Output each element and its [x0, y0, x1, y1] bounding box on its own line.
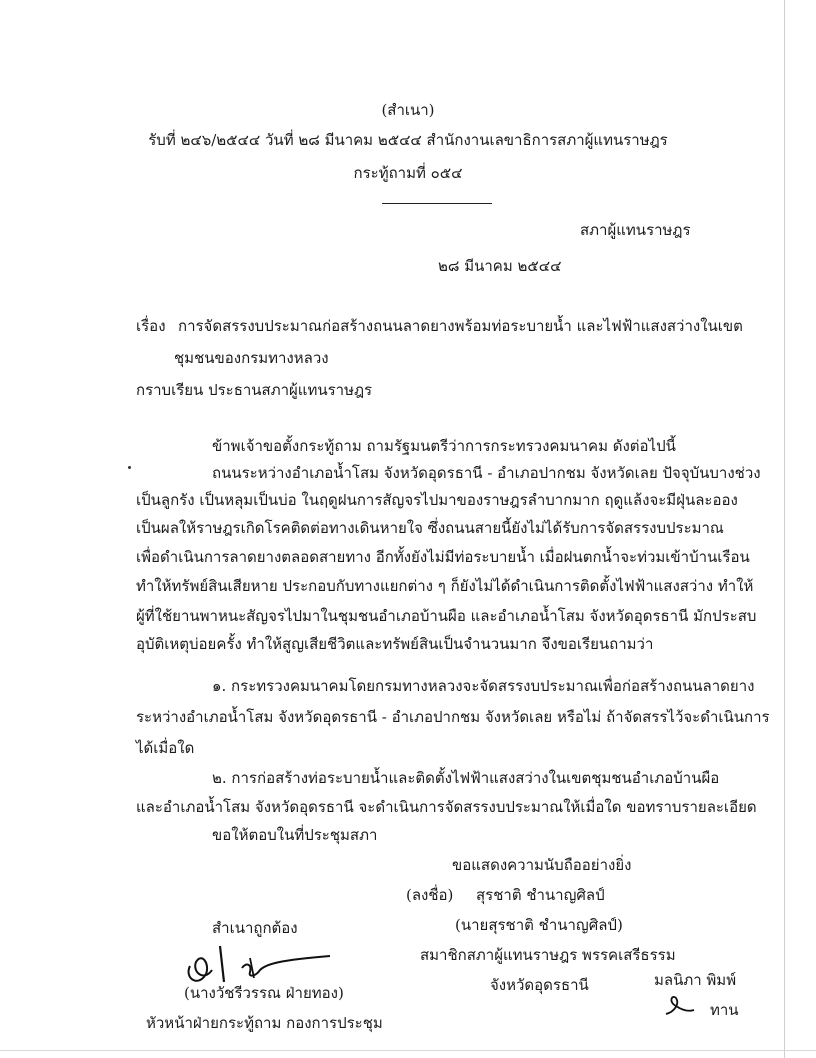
paragraph-line-4: เพื่อดำเนินการลาดยางตลอดสายทาง อีกทั้งยังไม่มีท่อระบายน้ำ เมื่อฝนตกน้ำจะท่วมเข้าบ้านเรือน: [136, 548, 750, 566]
signature-label: (ลงชื่อ): [406, 886, 454, 904]
paragraph-line-2: เป็นลูกรัง เป็นหลุมเป็นบ่อ ในฤดูฝนการสัญจรไปมาของราษฎรลำบากมาก ฤดูแล้งจะมีฝุ่นละออง: [136, 491, 738, 509]
certifier-title: หัวหน้าฝ่ายกระทู้ถาม กองการประชุม: [146, 1014, 383, 1032]
certifier-name: (นางวัชรีวรรณ ฝ่ายทอง): [184, 984, 344, 1002]
question-1-line-2: ระหว่างอำเภอน้ำโสม จังหวัดอุดรธานี - อำเภอปากชม จังหวัดเลย หรือไม่ ถ้าจัดสรรไว้จะดำเนินการ: [136, 708, 770, 726]
copy-mark: (สำเนา): [381, 101, 435, 119]
signer-position: สมาชิกสภาผู้แทนราษฎร พรรคเสรีธรรม: [420, 946, 676, 964]
scan-margin-line: [784, 0, 785, 1058]
checker-initial: [662, 992, 698, 1020]
paragraph-line-3: เป็นผลให้ราษฎรเกิดโรคติดต่อทางเดินหายใจ ซึ่งถนนสายนี้ยังไม่ได้รับการจัดสรรงบประมาณ: [136, 519, 724, 537]
subject-line-2: ชุมชนของกรมทางหลวง: [174, 349, 329, 367]
answer-request: ขอให้ตอบในที่ประชุมสภา: [212, 826, 378, 844]
paragraph-line-5: ทำให้ทรัพย์สินเสียหาย ประกอบกับทางแยกต่าง ๆ ก็ยังไม่ได้ดำเนินการติดตั้งไฟฟ้าแสงสว่าง ทำให้: [136, 577, 754, 595]
document-date: ๒๘ มีนาคม ๒๕๔๔: [438, 257, 562, 275]
signature-name: สุรชาติ ชำนาญศิลป์: [476, 886, 605, 904]
origin: สภาผู้แทนราษฎร: [580, 221, 691, 239]
intro-line: ข้าพเจ้าขอตั้งกระทู้ถาม ถามรัฐมนตรีว่าการกระทรวงคมนาคม ดังต่อไปนี้: [212, 437, 676, 455]
closing-respect: ขอแสดงความนับถืออย่างยิ่ง: [452, 856, 632, 874]
subject-line-1: การจัดสรรงบประมาณก่อสร้างถนนลาดยางพร้อมท่อระบายน้ำ และไฟฟ้าแสงสว่างในเขต: [178, 317, 743, 335]
received-line: รับที่ ๒๔๖/๒๕๔๔ วันที่ ๒๘ มีนาคม ๒๕๔๔ สำนักงานเลขาธิการสภาผู้แทนราษฎร: [148, 131, 668, 149]
scan-edge-line: [0, 1050, 816, 1051]
question-2-line-2: และอำเภอน้ำโสม จังหวัดอุดรธานี จะดำเนินการจัดสรรงบประมาณให้เมื่อใด ขอทราบรายละเอียด: [136, 798, 757, 816]
salutation: กราบเรียน ประธานสภาผู้แทนราษฎร: [136, 381, 373, 399]
certified-copy-label: สำเนาถูกต้อง: [212, 919, 298, 937]
question-2-line-1: ๒. การก่อสร้างท่อระบายน้ำและติดตั้งไฟฟ้าแสงสว่างในเขตชุมชนอำเภอบ้านผือ: [212, 769, 720, 787]
subject-label: เรื่อง: [136, 317, 166, 335]
question-number: กระทู้ถามที่ ๐๕๔: [353, 164, 463, 182]
scan-speck: [128, 466, 131, 469]
paragraph-line-7: อุบัติเหตุบ่อยครั้ง ทำให้สูญเสียชีวิตและทรัพย์สินเป็นจำนวนมาก จึงขอเรียนถามว่า: [136, 635, 654, 653]
signer-full-name: (นายสุรชาติ ชำนาญศิลป์): [455, 916, 623, 934]
typist-note: มลนิภา พิมพ์: [654, 971, 737, 989]
signer-province: จังหวัดอุดรธานี: [490, 976, 589, 994]
question-1-line-3: ได้เมื่อใด: [136, 739, 195, 757]
paragraph-line-6: ผู้ที่ใช้ยานพาหนะสัญจรไปมาในชุมชนอำเภอบ้านผือ และอำเภอน้ำโสม จังหวัดอุดรธานี มักประสบ: [136, 607, 757, 625]
header-divider: [382, 203, 492, 204]
paragraph-line-1: ถนนระหว่างอำเภอน้ำโสม จังหวัดอุดรธานี - อำเภอปากชม จังหวัดเลย ปัจจุบันบางช่วง: [212, 464, 761, 482]
question-1-line-1: ๑. กระทรวงคมนาคมโดยกรมทางหลวงจะจัดสรรงบประมาณเพื่อก่อสร้างถนนลาดยาง: [212, 677, 755, 695]
checked-note: ทาน: [710, 1001, 739, 1019]
